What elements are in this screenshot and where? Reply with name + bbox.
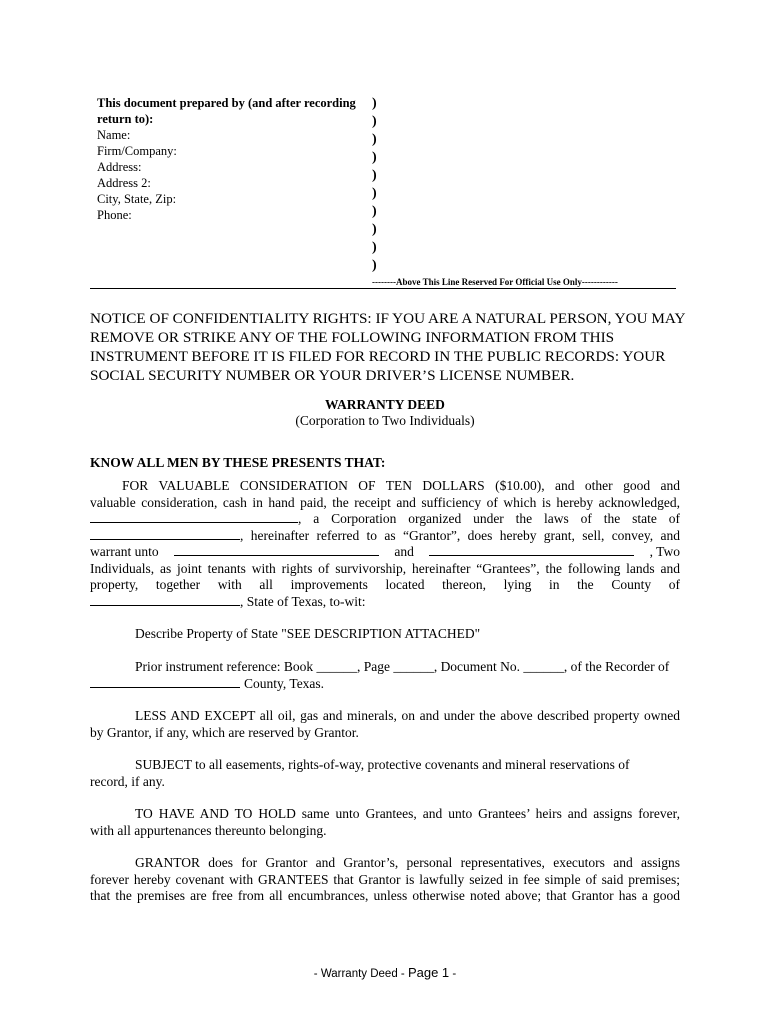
subject-line: record, if any. <box>90 773 165 789</box>
confidentiality-notice: NOTICE OF CONFIDENTIALITY RIGHTS: IF YOU ARE A NATURAL PERSON, YOU MAY REMOVE OR STRIKE ANY OF THE FOLLOWING INFORMATION FROM THIS INSTRUMENT BEFORE IT IS FILED FOR RECORD IN THE PUBLIC RECORDS: YOUR SOCIAL SECURITY NUMBER OR YOUR DRIVER’S LICENSE NUMBER. <box>90 310 685 384</box>
prior-instrument-paragraph <box>90 659 680 692</box>
consideration-line: and <box>394 544 414 559</box>
consideration-line: warrant unto <box>90 544 159 559</box>
consideration-line: , a Corporation organized under the laws of the state of <box>298 511 680 526</box>
footer-label-end: - <box>449 968 457 980</box>
describe-property: Describe Property of State "SEE DESCRIPTION ATTACHED" <box>135 626 481 641</box>
consideration-line: valuable consideration, cash in hand paid, the receipt and sufficiency of which is hereby acknowledged, <box>90 494 680 510</box>
grantor-line: forever hereby covenant with GRANTEES that Grantor is lawfully seized in fee simple of said premises; <box>90 871 680 887</box>
field-city-state-zip: City, State, Zip: <box>97 192 177 206</box>
field-phone: Phone: <box>97 208 132 222</box>
field-address2: Address 2: <box>97 176 151 190</box>
county-blank <box>90 594 240 606</box>
grantee1-blank <box>174 544 379 556</box>
habendum-line: with all appurtenances thereunto belonging. <box>90 822 327 838</box>
subject-line: SUBJECT to all easements, rights-of-way, protective covenants and mineral reservations of <box>135 757 630 772</box>
footer-label: - Warranty Deed - <box>313 968 408 980</box>
less-line: LESS AND EXCEPT all oil, gas and minerals, on and under the above described property owned <box>135 708 680 723</box>
prior-line: County, Texas. <box>244 675 325 691</box>
know-all-heading: KNOW ALL MEN BY THESE PRESENTS THAT: <box>90 455 386 470</box>
state-blank <box>90 528 240 540</box>
prior-line: Prior instrument reference: Book ______, Page ______, Document No. ______, of the Recorder of <box>135 659 670 674</box>
consideration-paragraph <box>90 478 680 610</box>
grantor-name-blank <box>90 511 298 523</box>
prepared-by-block <box>97 95 372 223</box>
subject-paragraph <box>90 757 680 790</box>
page-footer <box>0 965 770 980</box>
grantor-line: that the premises are free from all encumbrances, unless otherwise noted above; that Grantor has a good <box>90 888 680 903</box>
consideration-line: , State of Texas, to-wit: <box>240 593 366 609</box>
consideration-line: Individuals, as joint tenants with rights of survivorship, hereinafter “Grantees”, the following lands and <box>90 560 680 576</box>
field-address: Address: <box>97 160 142 174</box>
field-firm: Firm/Company: <box>97 144 177 158</box>
reserved-line-label: --------Above This Line Reserved For Official Use Only------------ <box>372 277 618 287</box>
grantor-line: GRANTOR does for Grantor and Grantor’s, personal representatives, executors and assigns <box>135 855 680 870</box>
less-line: by Grantor, if any, which are reserved by Grantor. <box>90 724 359 740</box>
bracket-column: ) ) ) ) ) ) ) ) ) ) <box>372 96 377 273</box>
habendum-line: TO HAVE AND TO HOLD same unto Grantees, and unto Grantees’ heirs and assigns forever, <box>135 806 680 821</box>
consideration-line: , Two <box>649 544 680 559</box>
reserved-line-rule <box>90 288 676 289</box>
prepared-by-heading: This document prepared by (and after recording return to): <box>97 96 356 126</box>
consideration-line: property, together with all improvements located thereon, lying in the County of <box>90 577 680 592</box>
grantee2-blank <box>429 544 634 556</box>
field-name: Name: <box>97 128 131 142</box>
page-number: Page 1 <box>407 965 450 980</box>
deed-title: WARRANTY DEED <box>325 397 445 412</box>
grantor-covenant-paragraph <box>90 855 680 905</box>
less-except-paragraph <box>90 708 680 741</box>
consideration-line: , hereinafter referred to as “Grantor”, does hereby grant, sell, convey, and <box>240 527 680 543</box>
prior-county-blank <box>90 676 240 688</box>
consideration-line: FOR VALUABLE CONSIDERATION OF TEN DOLLARS ($10.00), and other good and <box>122 478 680 493</box>
habendum-paragraph <box>90 806 680 839</box>
deed-subtitle: (Corporation to Two Individuals) <box>295 413 475 428</box>
